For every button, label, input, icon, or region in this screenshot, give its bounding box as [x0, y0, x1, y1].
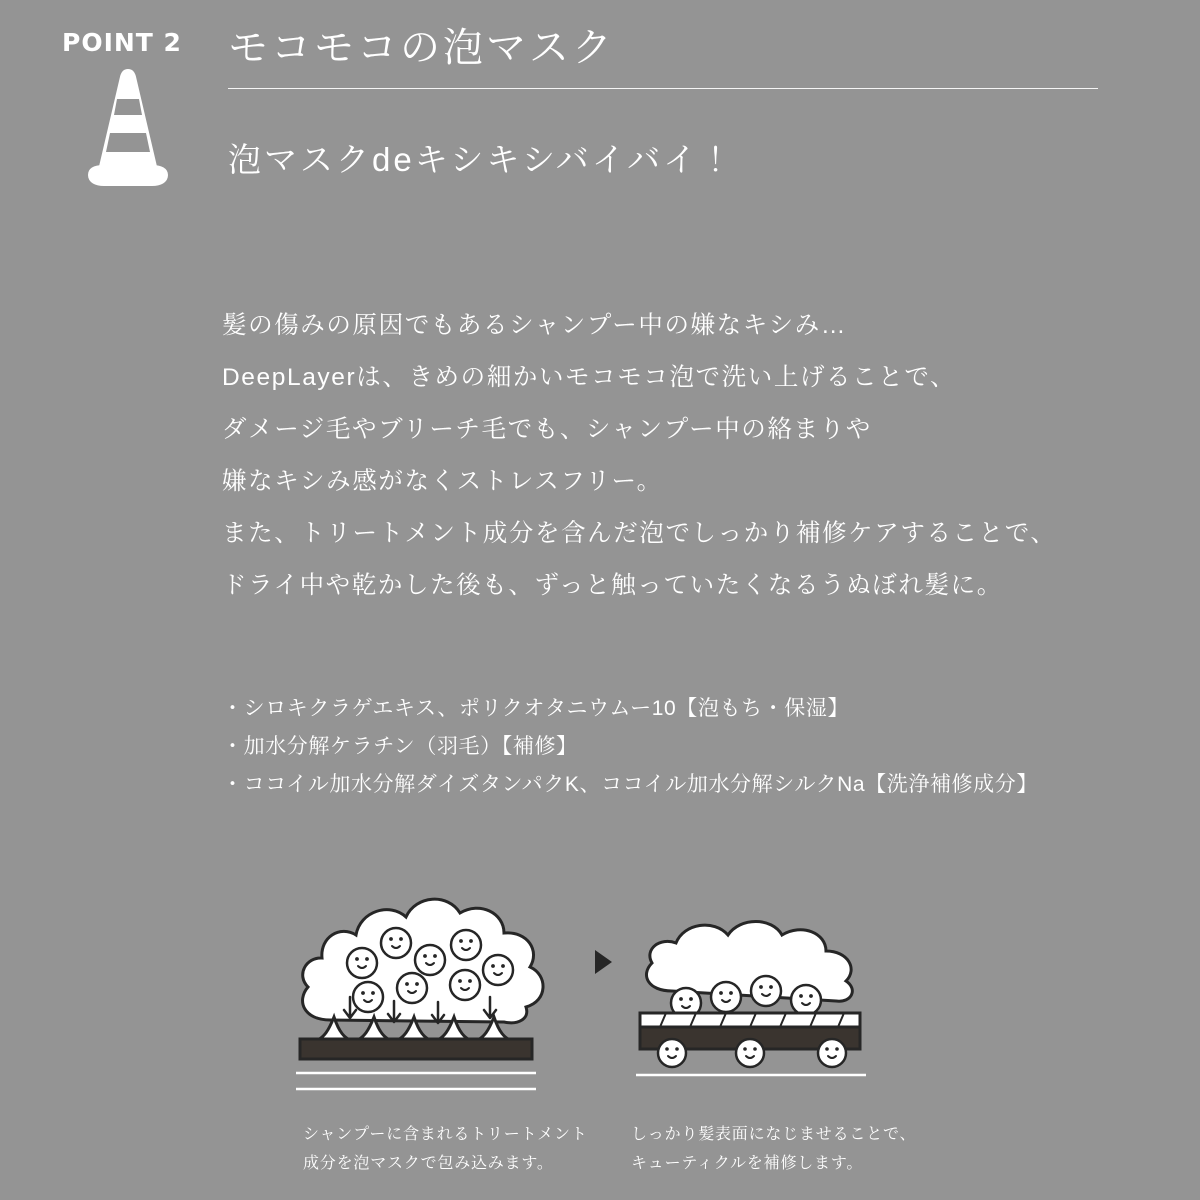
caption-right-line: キューティクルを補修します。	[631, 1155, 864, 1172]
right-triangle-arrow-icon	[595, 950, 612, 974]
body-line: ドライ中や乾かした後も、ずっと触っていたくなるうぬぼれ髪に。	[222, 572, 1003, 599]
page-subtitle: 泡マスクdeキシキシバイバイ！	[228, 141, 736, 178]
foam-mask-over-hair-illustration	[290, 845, 580, 1105]
body-line: また、トリートメント成分を含んだ泡でしっかり補修ケアすることで、	[222, 520, 1057, 547]
body-line: ダメージ毛やブリーチ毛でも、シャンプー中の絡まりや	[222, 416, 872, 443]
list-item: ・シロキクラゲエキス、ポリクオタニウムー10【泡もち・保湿】	[222, 697, 850, 720]
title-divider	[228, 88, 1098, 89]
caption-left-line: 成分を泡マスクで包み込みます。	[303, 1155, 554, 1172]
body-line: 髪の傷みの原因でもあるシャンプー中の嫌なキシみ…	[222, 312, 847, 339]
caption-group	[0, 1120, 1200, 1190]
list-item: ・加水分解ケラチン（羽毛）【補修】	[222, 735, 578, 758]
foam-absorbed-into-cuticle-illustration	[630, 863, 920, 1123]
caption-right	[631, 1120, 916, 1178]
caption-left	[303, 1120, 588, 1178]
point-label: POINT 2	[62, 28, 182, 57]
header	[0, 0, 1200, 230]
body-line: DeepLayerは、きめの細かいモコモコ泡で洗い上げることで、	[222, 364, 957, 391]
point-badge	[62, 28, 202, 208]
body-copy	[222, 300, 1122, 612]
caption-right-line: しっかり髪表面になじませることで、	[631, 1126, 917, 1143]
ingredient-list	[222, 690, 1162, 804]
title-area	[228, 22, 1108, 89]
caption-left-line: シャンプーに含まれるトリートメント	[303, 1126, 588, 1143]
page-title: モコモコの泡マスク	[228, 26, 615, 70]
list-item: ・ココイル加水分解ダイズタンパクK、ココイル加水分解シルクNa【洗浄補修成分】	[222, 773, 1038, 796]
traffic-cone-icon	[76, 63, 202, 208]
illustration-group	[290, 845, 930, 1105]
ingredient-list-items	[222, 690, 1162, 804]
body-line: 嫌なキシみ感がなくストレスフリー。	[222, 468, 663, 495]
